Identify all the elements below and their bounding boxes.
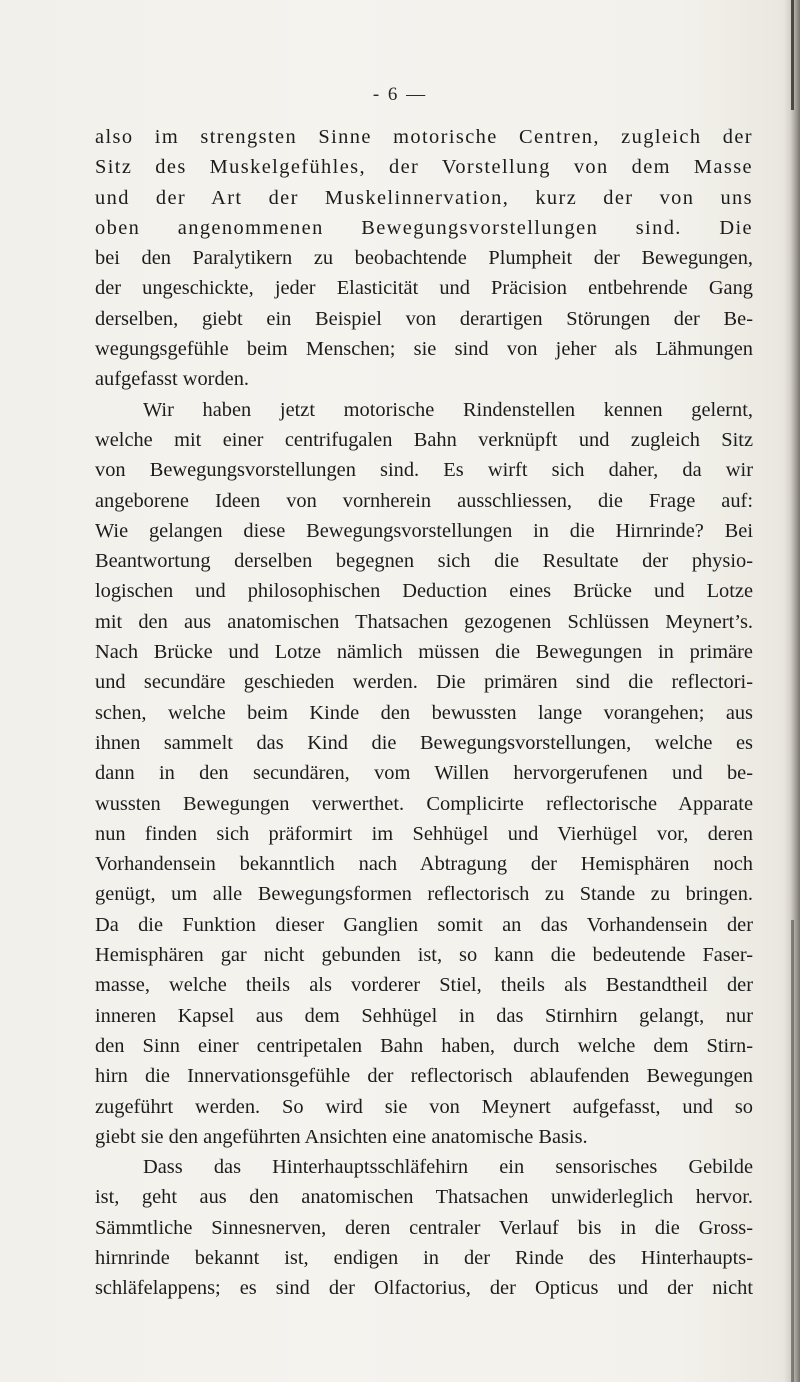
text-line: welche mit einer centrifugalen Bahn verknüpft und zugleich Sitz — [95, 428, 753, 451]
text-line: Sitz des Muskelgefühles, der Vorstellung von dem Masse — [95, 156, 753, 179]
text-line: Nach Brücke und Lotze nämlich müssen die Bewegungen in primäre — [95, 641, 753, 664]
text-line: giebt sie den angeführten Ansichten eine anatomische Basis. — [95, 1125, 588, 1148]
text-line: hirn die Innervationsgefühle der reflectorisch ablaufenden Bewegungen — [95, 1065, 753, 1088]
text-line: zugeführt werden. So wird sie von Meynert aufgefasst, und so — [95, 1095, 753, 1118]
text-line: bei den Paralytikern zu beobachtende Plumpheit der Bewegungen, — [95, 247, 753, 270]
text-line: Wir haben jetzt motorische Rindenstellen kennen gelernt, — [143, 398, 753, 421]
text-line: masse, welche theils als vorderer Stiel, theils als Bestandtheil der — [95, 974, 753, 997]
text-line: dann in den secundären, vom Willen hervorgerufenen und be- — [95, 762, 753, 785]
text-line: wegungsgefühle beim Menschen; sie sind von jeher als Lähmungen — [95, 338, 753, 361]
text-line: von Bewegungsvorstellungen sind. Es wirft sich daher, da wir — [95, 459, 753, 482]
text-line: oben angenommenen Bewegungsvorstellungen sind. Die — [95, 216, 753, 239]
text-line: also im strengsten Sinne motorische Centren, zugleich der — [95, 126, 753, 148]
text-line: ihnen sammelt das Kind die Bewegungsvorstellungen, welche es — [95, 731, 753, 754]
text-line: Vorhandensein bekanntlich nach Abtragung der Hemisphären noch — [95, 853, 753, 876]
text-line: nun finden sich präformirt im Sehhügel und Vierhügel vor, deren — [95, 822, 753, 845]
text-line: angeborene Ideen von vornherein ausschliessen, die Frage auf: — [95, 489, 753, 512]
body-text — [95, 122, 753, 1304]
text-line: aufgefasst worden. — [95, 368, 250, 391]
text-line: Beantwortung derselben begegnen sich die Resultate der physio- — [95, 550, 753, 573]
text-line: Da die Funktion dieser Ganglien somit an das Vorhandensein der — [95, 913, 753, 936]
text-line: ist, geht aus den anatomischen Thatsachen unwiderleglich hervor. — [95, 1186, 753, 1209]
text-line: mit den aus anatomischen Thatsachen gezogenen Schlüssen Meynert’s. — [95, 610, 753, 633]
text-line: Dass das Hinterhauptsschläfehirn ein sensorisches Gebilde — [143, 1156, 753, 1179]
text-line: der ungeschickte, jeder Elasticität und Präcision entbehrende Gang — [95, 277, 753, 300]
text-line: wussten Bewegungen verwerthet. Complicirte reflectorische Apparate — [95, 792, 753, 815]
text-line: Sämmtliche Sinnesnerven, deren centraler Verlauf bis in die Gross- — [95, 1216, 753, 1239]
text-line: und secundäre geschieden werden. Die primären sind die reflectori- — [95, 671, 753, 694]
text-line: schläfelappens; es sind der Olfactorius, der Opticus und der nicht — [95, 1277, 753, 1300]
text-line: Hemisphären gar nicht gebunden ist, so kann die bedeutende Faser- — [95, 944, 753, 967]
text-line: hirnrinde bekannt ist, endigen in der Rinde des Hinterhaupts- — [95, 1246, 753, 1269]
text-line: genügt, um alle Bewegungsformen reflectorisch zu Stande zu bringen. — [95, 883, 753, 906]
text-line: inneren Kapsel aus dem Sehhügel in das Stirnhirn gelangt, nur — [95, 1004, 753, 1027]
text-line: derselben, giebt ein Beispiel von derartigen Störungen der Be- — [95, 307, 753, 330]
text-line: schen, welche beim Kinde den bewussten lange vorangehen; aus — [95, 701, 753, 724]
text-line: und der Art der Muskelinnervation, kurz der von uns — [95, 186, 753, 209]
page-number: - 6 — — [372, 84, 428, 105]
text-line: den Sinn einer centripetalen Bahn haben, durch welche dem Stirn- — [95, 1034, 753, 1057]
binding-edge-bottom — [791, 920, 794, 1382]
text-line: logischen und philosophischen Deduction eines Brücke und Lotze — [95, 580, 753, 603]
text-line: Wie gelangen diese Bewegungsvorstellungen in die Hirnrinde? Bei — [95, 519, 753, 542]
